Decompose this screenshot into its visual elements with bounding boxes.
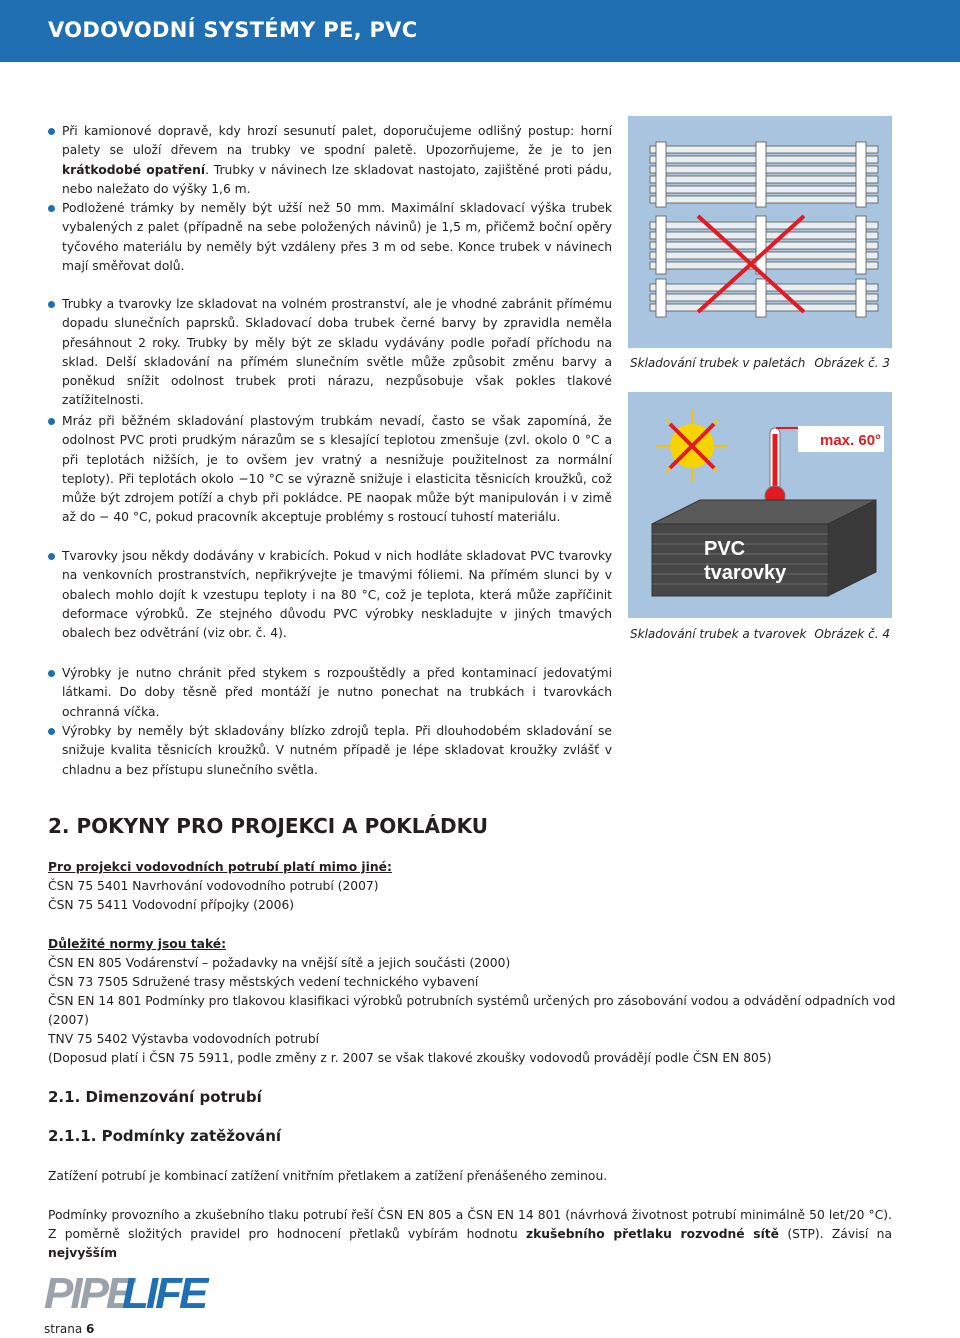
paragraph-text: Podmínky provozního a zkušebního tlaku potrubí řeší ČSN EN 805 a ČSN EN 14 801 (návrhová životnost potrubí minimálně 50 let/20 °C). Z poměrně složitých pravidel pro hodnocení přetlaků vybírám hodnotu	[48, 1208, 892, 1241]
bullet-icon	[48, 728, 55, 735]
bullet-icon	[48, 128, 55, 135]
bullet-text: Při kamionové dopravě, kdy hrozí sesunutí palet, doporučujeme odlišný postup: horní palety se uloží dřevem na trubky ve spodní paletě. Upozorňujeme, že je to jen	[62, 124, 612, 158]
norm-item: (Doposud platí i ČSN 75 5911, podle změny z r. 2007 se však tlakové zkoušky vodovodů provádějí podle ČSN EN 805)	[48, 1051, 772, 1065]
subsection-heading: 2.1.1. Podmínky zatěžování	[48, 1127, 282, 1145]
bullet-icon	[48, 553, 55, 560]
page-number	[44, 1322, 94, 1336]
bullet-text: Výrobky je nutno chránit před stykem s rozpouštědly a před kontaminací jedovatými látkami. Do doby těsně před montáží je nutno ponechat na trubkách i tvarovkách ochranná víčka.	[62, 666, 612, 719]
paragraph-bold: zkušebního přetlaku rozvodné sítě	[525, 1227, 780, 1241]
norm-item: ČSN 75 5411 Vodovodní přípojky (2006)	[48, 898, 295, 912]
paragraph: Zatížení potrubí je kombinací zatížení vnitřním přetlakem a zatížení přenášeného zeminou.	[48, 1169, 608, 1183]
norm-item: ČSN 75 5401 Navrhování vodovodního potrubí (2007)	[48, 879, 379, 893]
bullet-icon	[48, 205, 55, 212]
box-label: PVC	[704, 538, 746, 560]
list-item	[48, 199, 612, 276]
list-item	[48, 412, 612, 528]
figure-pipe-pallets	[628, 116, 892, 348]
norm-item: ČSN EN 14 801 Podmínky pro tlakovou klasifikaci výrobků potrubních systémů určených pro zásobování vodou a odvádění odpadních vod	[48, 994, 896, 1008]
design-heading: Pro projekci vodovodních potrubí platí mimo jiné:	[48, 860, 392, 874]
list-item	[48, 547, 612, 643]
caption-number: Obrázek č. 4	[814, 627, 890, 641]
page-title: VODOVODNÍ SYSTÉMY PE, PVC	[48, 18, 418, 42]
bullet-text: Výrobky by neměly být skladovány blízko zdrojů tepla. Při dlouhodobém skladování se snižuje kvalita těsnicích kroužků. V nutném případě je lépe skladovat kroužky zvlášť v chladnu a bez přístupu slunečního světla.	[62, 724, 612, 777]
subsection-heading: 2.1. Dimenzování potrubí	[48, 1088, 262, 1106]
box-illustration	[628, 392, 892, 618]
paragraph	[48, 1206, 892, 1263]
bullet-text: Mráz při běžném skladování plastovým trubkám nevadí, často se však zapomíná, že odolnost PVC proti prudkým nárazům se s klesající teplotou zmenšuje (zvl. okolo 0 °C a při teplotách nižších, je to ovšem jev vratný a nesnižuje použitelnost za normální teploty). Při teplotách okolo −10 °C se výrazně snižuje i elasticita těsnicích kroužků, což může být zdrojem potíží a chyb při pokládce. PE naopak může být manipulován i v zimě až do − 40 °C, pokud pracovník akceptuje problémy s rostoucí tuhostí materiálu.	[62, 414, 612, 525]
list-item	[48, 722, 612, 780]
figure-caption	[630, 627, 890, 641]
temperature-label: max. 60°	[820, 432, 882, 449]
header-bar	[0, 0, 960, 62]
figure-fittings-box	[628, 392, 892, 618]
box-label: tvarovky	[704, 562, 787, 584]
thermometer-icon	[765, 428, 785, 506]
caption-number: Obrázek č. 3	[814, 356, 890, 370]
bullet-text: Trubky a tvarovky lze skladovat na volném prostranství, ale je vhodné zabránit přímému dopadu slunečních paprsků. Skladovací doba trubek černé barvy by zpravidla neměla přesáhnout 2 roky. Trubky by měly být ze skladu vydávány podle pořadí příchodu na sklad. Delší skladování na přímém slunečním světle může způsobit změnu barvy a poněkud snížit odolnost trubek proti nárazu, nezpůsobuje však pokles tlakové zatížitelnosti.	[62, 297, 612, 408]
caption-text: Skladování trubek v paletách	[630, 356, 806, 370]
pipe-stack-illustration	[628, 116, 892, 348]
pipelife-logo	[42, 1266, 206, 1318]
page-label: strana	[44, 1322, 83, 1336]
list-item	[48, 295, 612, 411]
bullet-icon	[48, 418, 55, 425]
bullet-bold-text: krátkodobé opatření	[62, 162, 206, 177]
bullet-icon	[48, 301, 55, 308]
norm-item: TNV 75 5402 Výstavba vodovodních potrubí	[48, 1032, 320, 1046]
figure-caption	[630, 356, 890, 370]
page-number-value: 6	[86, 1322, 95, 1336]
list-item	[48, 664, 612, 722]
paragraph-bold: nejvyšším	[48, 1246, 118, 1260]
design-norms-block	[48, 858, 908, 915]
bullet-text: Tvarovky jsou někdy dodávány v krabicích. Pokud v nich hodláte skladovat PVC tvarovky na venkovních prostranstvích, nepřikrývejte je tmavými fóliemi. Na přímém slunci by v obalech mohlo dojít k vzestupu teploty i na 80 °C, což je teplota, která může zapříčinit deformace výrobků. Ze stejného důvodu PVC výrobky neskladujte v jiných tmavých obalech bez odvětrání (viz obr. č. 4).	[62, 549, 612, 641]
paragraph-text: (STP). Závisí na	[779, 1227, 892, 1241]
logo-graphic	[42, 1266, 206, 1318]
bullet-icon	[48, 670, 55, 677]
important-norms-block	[48, 935, 908, 1068]
section-heading: 2. POKYNY PRO PROJEKCI A POKLÁDKU	[48, 814, 488, 838]
bullet-text: Podložené trámky by neměly být užší než 50 mm. Maximální skladovací výška trubek vybalených z palet (případně na sebe položených návinů) je 1,5 m, přičemž boční opěry tyčového materiálu by neměly být vzdáleny přes 3 m od sebe. Konce trubek v návinech mají směřovat dolů.	[62, 201, 612, 273]
norms-heading: Důležité normy jsou také:	[48, 937, 227, 951]
svg-text:LIFE: LIFE	[122, 1269, 206, 1318]
list-item	[48, 122, 612, 199]
norm-item: ČSN EN 805 Vodárenství – požadavky na vnější sítě a jejich součásti (2000)	[48, 956, 511, 970]
bullet-text: . Trubky v návinech lze skladovat nastojato, zajištěné proti pádu, nebo naležato do výšky 1,6 m.	[62, 162, 612, 196]
norm-item: ČSN 73 7505 Sdružené trasy městských vedení technického vybavení	[48, 975, 479, 989]
norm-item: (2007)	[48, 1013, 89, 1027]
caption-text: Skladování trubek a tvarovek	[630, 627, 807, 641]
svg-text:PIPE: PIPE	[44, 1269, 133, 1318]
